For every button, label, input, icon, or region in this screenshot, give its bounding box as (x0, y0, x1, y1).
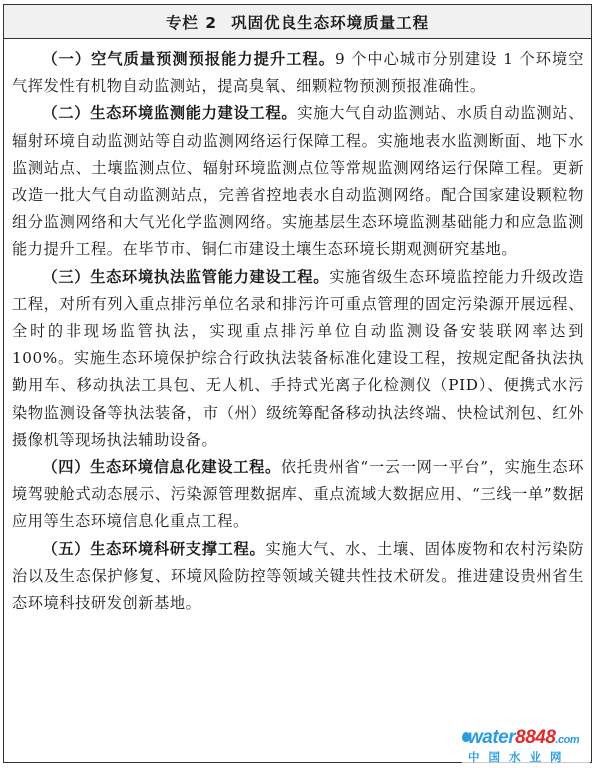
paragraph-1 (12, 46, 584, 100)
paragraph-2-body: 实施大气自动监测站、水质自动监测站、辐射环境自动监测站等自动监测网络运行保障工程。实施地表水监测断面、地下水监测站点、土壤监测点位、辐射环境监测点位等常规监测网络运行保障工程。更新改造一批大气自动监测站点，完善省控地表水自动监测网络。配合国家建设颗粒物组分监测网络和大气光化学监测网络。实施基层生态环境监测基础能力和应急监测能力提升工程。在毕节市、铜仁市建设土壤生态环境长期观测研究基地。 (12, 104, 584, 259)
paragraph-4 (12, 454, 584, 536)
paragraph-3 (12, 264, 584, 454)
watermark-subtitle: 中国水业网 (468, 750, 571, 764)
box-title-bar (4, 5, 591, 39)
paragraph-2-heading: （二）生态环境监测能力建设工程。 (42, 104, 298, 123)
logo-part-number: 8848 (515, 727, 556, 748)
paragraph-4-heading: （四）生态环境信息化建设工程。 (42, 458, 281, 477)
box-content (4, 39, 591, 617)
logo-part-water: water (468, 727, 516, 748)
box-title: 巩固优良生态环境质量工程 (231, 13, 430, 32)
paragraph-1-heading: （一）空气质量预测预报能力提升工程。 (42, 50, 335, 68)
paragraph-3-body: 实施省级生态环境监控能力升级改造工程，对所有列入重点排污单位名录和排污许可重点管理的固定污染源开展远程、全时的非现场监管执法，实现重点排污单位自动监测设备安装联网率达到 100%。实施生态环境保护综合行政执法装备标准化建设工程，按规定配备执法执勤用车、移动执法工具包、无人机、手持式光离子化检测仪（PID）、便携式水污染物监测设备等执法装备，市（州）级统筹配备移动执法终端、快检试剂包、红外摄像机等现场执法辅助设备。 (12, 267, 584, 449)
paragraph-3-heading: （三）生态环境执法监管能力建设工程。 (42, 267, 330, 286)
paragraph-5 (12, 536, 584, 618)
paragraph-5-heading: （五）生态环境科研支撑工程。 (42, 539, 266, 558)
watermark-logo (468, 728, 579, 750)
paragraph-1-body: 9 个中心城市分别建设 1 个环境空气挥发性有机物自动监测站，提高臭氧、细颗粒物预测预报准确性。 (12, 50, 584, 96)
site-watermark (462, 728, 590, 766)
paragraph-2 (12, 100, 584, 263)
feature-box (3, 4, 592, 763)
logo-suffix: .com (555, 734, 580, 746)
paragraph-4-body: 依托贵州省“一云一网一平台”，实施生态环境驾驶舱式动态展示、污染源管理数据库、重点流域大数据应用、“三线一单”数据应用等生态环境信息化重点工程。 (12, 458, 584, 531)
paragraph-5-body: 实施大气、水、土壤、固体废物和农村污染防治以及生态保护修复、环境风险防控等领域关键共性技术研发。推进建设贵州省生态环境科技研发创新基地。 (12, 539, 584, 613)
box-label: 专栏 2 (165, 13, 218, 32)
